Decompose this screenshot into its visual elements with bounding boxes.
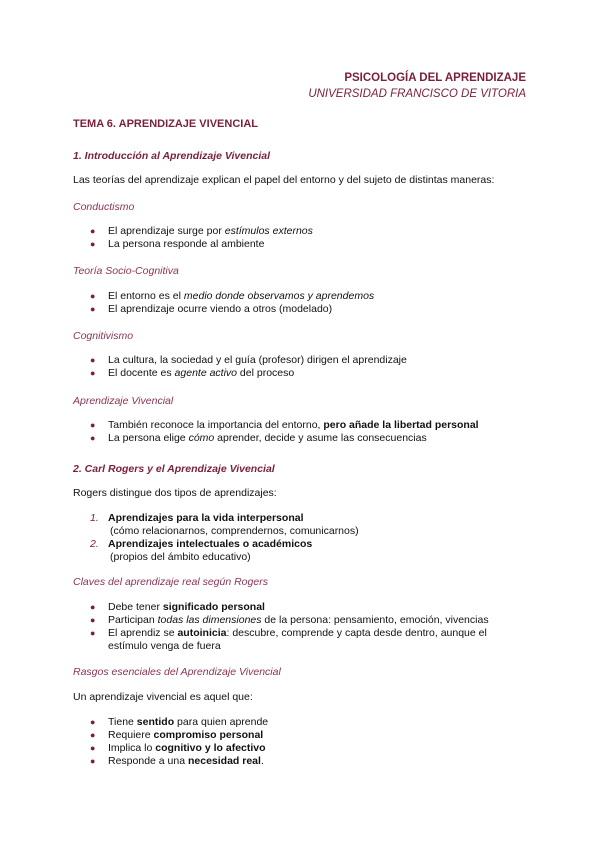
subheading-rasgos: Rasgos esenciales del Aprendizaje Vivencial — [73, 666, 281, 678]
list-item: ● El aprendizaje surge por estímulos externos — [90, 225, 313, 237]
list-item: ● El aprendizaje ocurre viendo a otros (modelado) — [90, 303, 333, 315]
subheading-conductismo: Conductismo — [73, 201, 135, 213]
bullet-icon: ● — [90, 239, 96, 249]
list-item: ● Participan todas las dimensiones de la persona: pensamiento, emoción, vivencias — [90, 614, 489, 626]
section-2-heading: 2. Carl Rogers y el Aprendizaje Vivencial — [73, 463, 275, 475]
bullet-icon: ● — [90, 628, 96, 638]
list-item: ● Requiere compromiso personal — [90, 729, 264, 741]
list-item: ● Responde a una necesidad real. — [90, 755, 264, 767]
course-title: PSICOLOGÍA DEL APRENDIZAJE — [344, 72, 526, 84]
topic-title: TEMA 6. APRENDIZAJE VIVENCIAL — [73, 118, 258, 130]
list-item: ● Debe tener significado personal — [90, 601, 265, 613]
list-socio-cognitiva — [90, 290, 374, 316]
bullet-icon: ● — [90, 730, 96, 740]
list-cognitivismo — [90, 354, 407, 380]
list-rasgos — [90, 716, 268, 768]
list-item: ● La cultura, la sociedad y el guía (profesor) dirigen el aprendizaje — [90, 354, 407, 366]
list-item: ● Implica lo cognitivo y lo afectivo — [90, 742, 266, 754]
list-item: ● La persona responde al ambiente — [90, 238, 265, 250]
subheading-aprendizaje-vivencial: Aprendizaje Vivencial — [73, 395, 174, 407]
bullet-icon: ● — [90, 291, 96, 301]
bullet-icon: ● — [90, 615, 96, 625]
list-item: ● El entorno es el medio donde observamos y aprendemos — [90, 290, 375, 302]
list-item: ● La persona elige cómo aprender, decide y asume las consecuencias — [90, 432, 427, 444]
rasgos-intro: Un aprendizaje vivencial es aquel que: — [73, 691, 253, 703]
list-tipos-aprendizaje — [90, 512, 359, 564]
list-item: ● También reconoce la importancia del entorno, pero añade la libertad personal — [90, 419, 479, 431]
list-conductismo — [90, 225, 313, 251]
list-item: ● Tiene sentido para quien aprende — [90, 716, 269, 728]
section-1-heading: 1. Introducción al Aprendizaje Vivencial — [73, 150, 271, 162]
bullet-icon: ● — [90, 717, 96, 727]
subheading-cognitivismo: Cognitivismo — [73, 330, 134, 342]
bullet-icon: ● — [90, 756, 96, 766]
bullet-icon: ● — [90, 368, 96, 378]
list-aprendizaje-vivencial — [90, 419, 479, 445]
bullet-icon: ● — [90, 420, 96, 430]
bullet-icon: ● — [90, 304, 96, 314]
list-item: 1. Aprendizajes para la vida interpersonal (cómo relacionarnos, comprendernos, comunicarnos) — [90, 512, 359, 537]
bullet-icon: ● — [90, 226, 96, 236]
list-item: ● El aprendiz se autoinicia: descubre, comprende y capta desde dentro, aunque el estímulo venga de fuera — [90, 627, 487, 652]
list-claves — [90, 601, 528, 653]
section-1-intro: Las teorías del aprendizaje explican el papel del entorno y del sujeto de distintas maneras: — [73, 174, 495, 186]
bullet-icon: ● — [90, 602, 96, 612]
bullet-icon: ● — [90, 355, 96, 365]
subheading-socio-cognitiva: Teoría Socio-Cognitiva — [73, 265, 179, 277]
bullet-icon: ● — [90, 433, 96, 443]
list-item: 2. Aprendizajes intelectuales o académicos (propios del ámbito educativo) — [90, 538, 313, 563]
university-name: UNIVERSIDAD FRANCISCO DE VITORIA — [308, 88, 526, 100]
list-item: ● El docente es agente activo del proceso — [90, 367, 295, 379]
section-2-intro: Rogers distingue dos tipos de aprendizajes: — [73, 487, 277, 499]
bullet-icon: ● — [90, 743, 96, 753]
subheading-claves: Claves del aprendizaje real según Rogers — [73, 576, 268, 588]
